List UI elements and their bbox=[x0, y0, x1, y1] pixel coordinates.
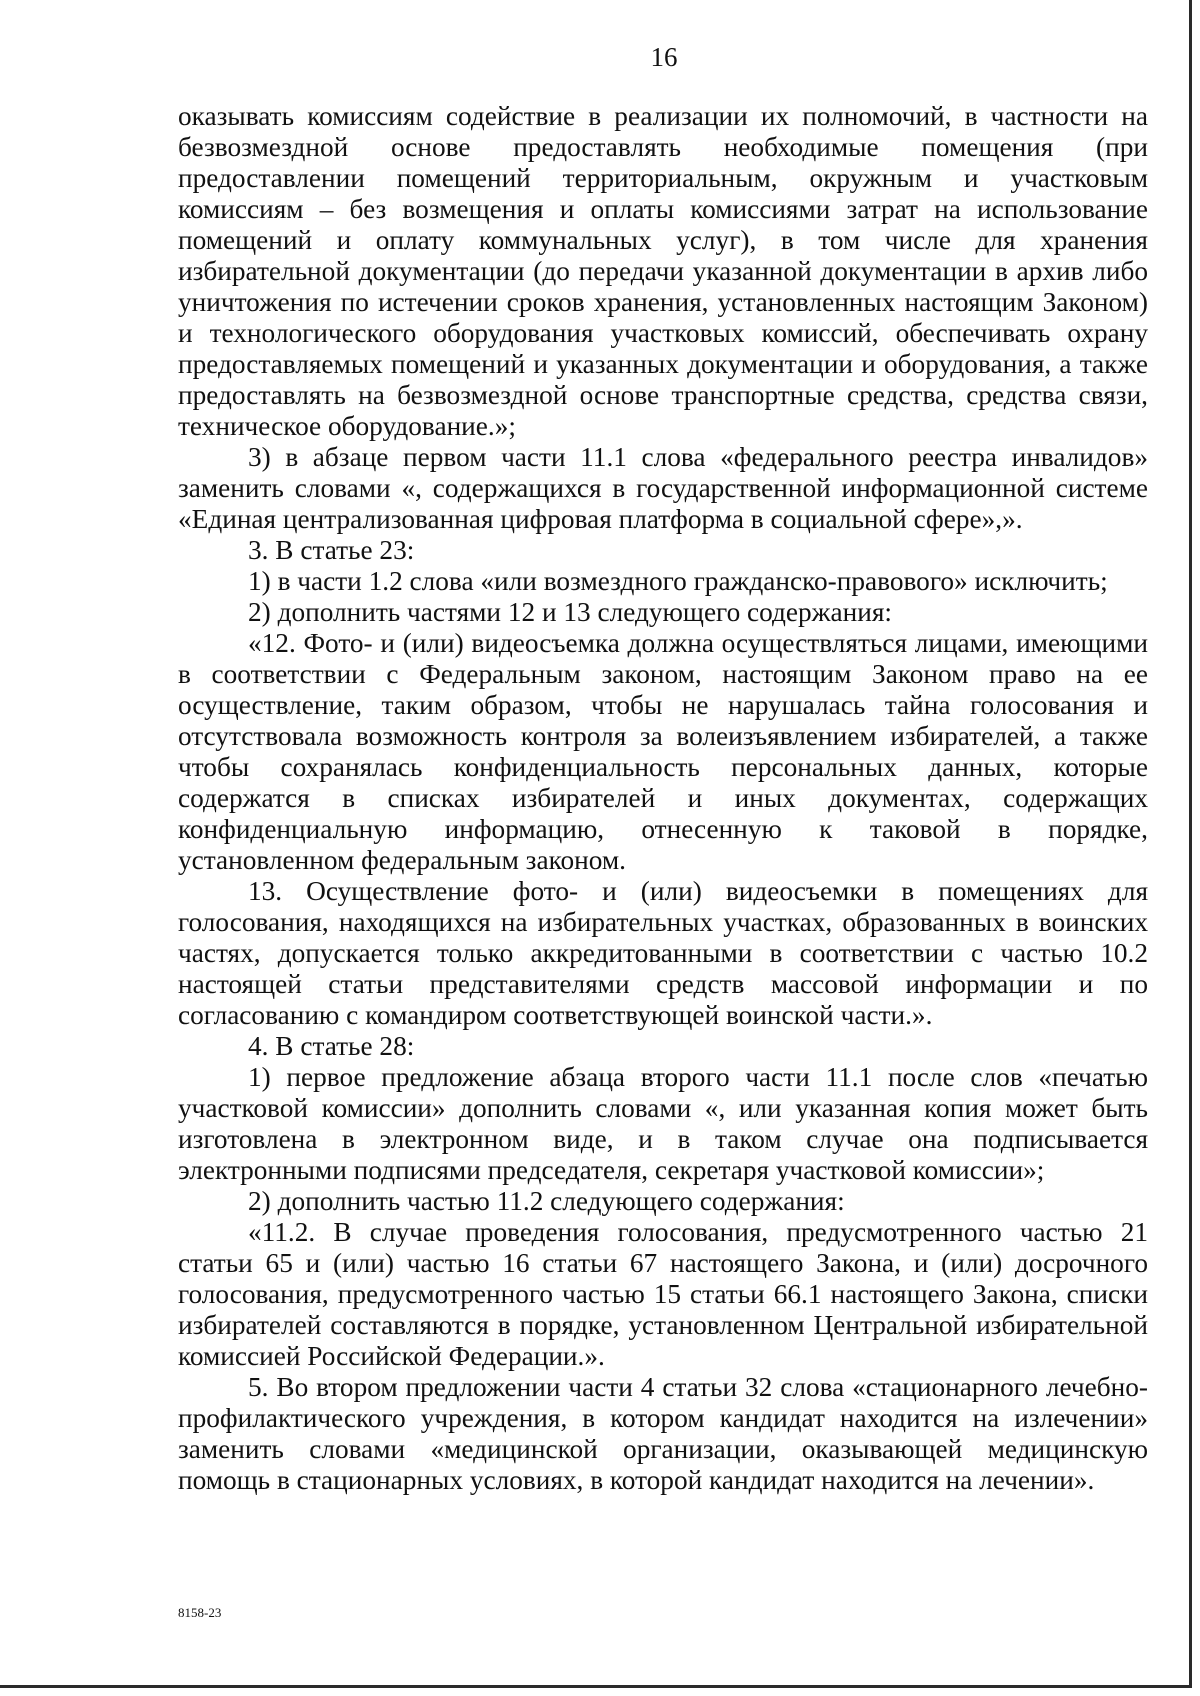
paragraph-item-3-art-22: 3) в абзаце первом части 11.1 слова «федерального реестра инвалидов» заменить словами «, содержащихся в государственной информационной системе «Единая централизованная цифровая платформа в социальной сфере»,». bbox=[178, 442, 1148, 534]
paragraph-item-1-art-28: 1) первое предложение абзаца второго части 11.1 после слов «печатью участковой комиссии» дополнить словами «, или указанная копия может быть изготовлена в электронном виде, и в таком случае она подписывается электронными подписями председателя, секретаря участковой комиссии»; bbox=[178, 1062, 1148, 1185]
paragraph-item-2-art-23: 2) дополнить частями 12 и 13 следующего содержания: bbox=[248, 597, 893, 627]
paragraph-part-11-2: «11.2. В случае проведения голосования, предусмотренного частью 21 статьи 65 и (или) частью 16 статьи 67 настоящего Закона, и (или) досрочного голосования, предусмотренного частью 15 статьи 66.1 настоящего Закона, списки избирателей составляются в порядке, установленном Центральной избирательной комиссией Российской Федерации.». bbox=[178, 1217, 1148, 1371]
paragraph-part-13: 13. Осуществление фото- и (или) видеосъемки в помещениях для голосования, находящихся на избирательных участках, образованных в воинских частях, допускается только аккредитованными в соответствии с частью 10.2 настоящей статьи представителями средств массовой информации и по согласованию с командиром соответствующей воинской части.». bbox=[178, 876, 1148, 1030]
page-number: 16 bbox=[650, 42, 678, 72]
paragraph-part-12: «12. Фото- и (или) видеосъемка должна осуществляться лицами, имеющими в соответствии с Федеральным законом, настоящим Законом право на ее осуществление, таким образом, чтобы не нарушалась тайна голосования и отсутствовала возможность контроля за волеизъявлением избирателей, а также чтобы сохранялась конфиденциальность персональных данных, которые содержатся в списках избирателей и иных документах, содержащих конфиденциальную информацию, отнесенную к таковой в порядке, установленном федеральным законом. bbox=[178, 628, 1148, 875]
paragraph-item-2-art-28: 2) дополнить частью 11.2 следующего содержания: bbox=[248, 1186, 845, 1216]
paragraph-section-4: 4. В статье 28: bbox=[248, 1031, 415, 1061]
document-body bbox=[178, 101, 1148, 1496]
paragraph-section-3: 3. В статье 23: bbox=[248, 535, 415, 565]
document-code: 8158-23 bbox=[178, 1605, 222, 1620]
paragraph-section-5: 5. Во втором предложении части 4 статьи 32 слова «стационарного лечебно-профилактического учреждения, в котором кандидат находится на излечении» заменить словами «медицинской организации, оказывающей медицинскую помощь в стационарных условиях, в которой кандидат находится на лечении». bbox=[178, 1372, 1148, 1495]
paragraph-item-1-art-23: 1) в части 1.2 слова «или возмездного гражданско-правового» исключить; bbox=[248, 566, 1108, 596]
paragraph-continuation: оказывать комиссиям содействие в реализации их полномочий, в частности на безвозмездной основе предоставлять необходимые помещения (при предоставлении помещений территориальным, окружным и участковым комиссиям – без возмещения и оплаты комиссиями затрат на использование помещений и оплату коммунальных услуг), в том числе для хранения избирательной документации (до передачи указанной документации в архив либо уничтожения по истечении сроков хранения, установленных настоящим Законом) и технологического оборудования участковых комиссий, обеспечивать охрану предоставляемых помещений и указанных документации и оборудования, а также предоставлять на безвозмездной основе транспортные средства, средства связи, техническое оборудование.»; bbox=[178, 101, 1148, 441]
